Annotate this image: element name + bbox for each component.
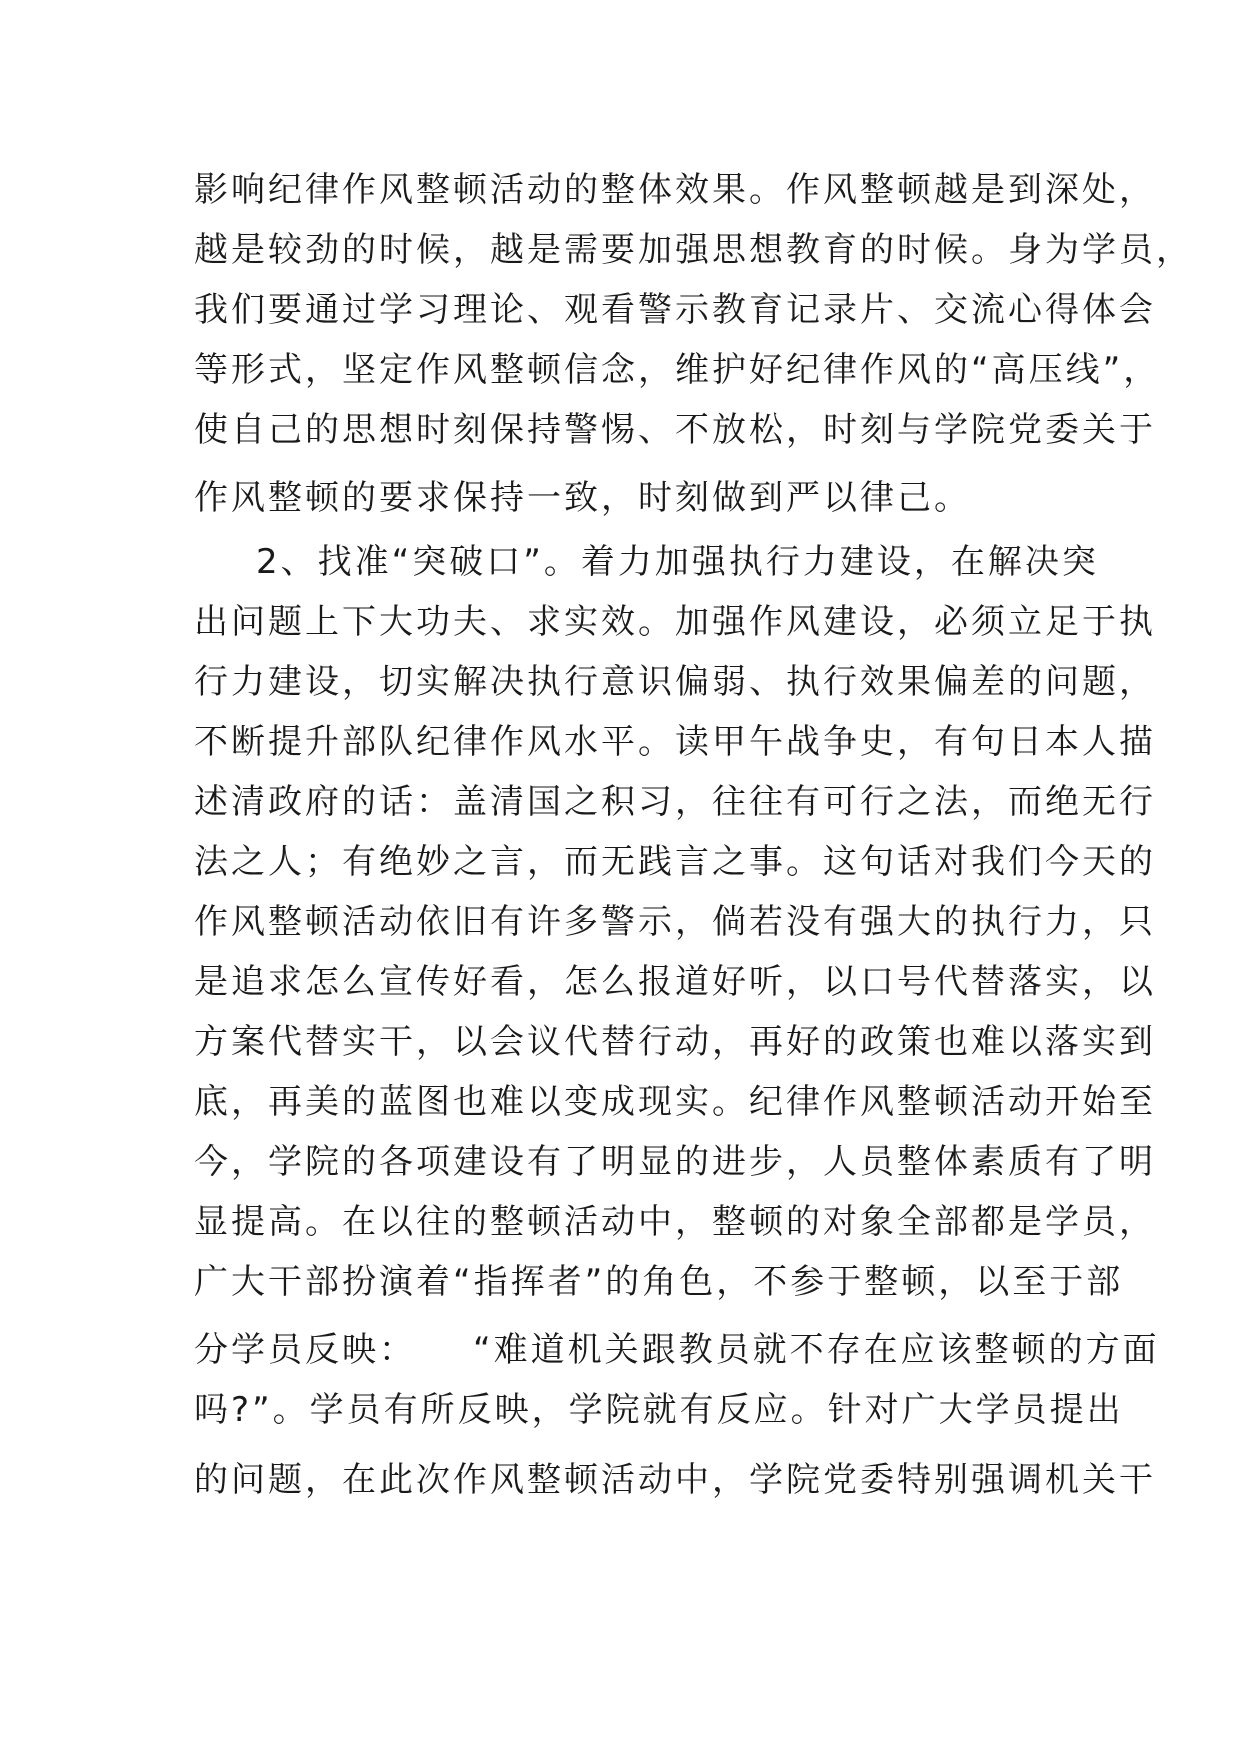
text-line-14: 是追求怎么宣传好看，怎么报道好听，以口号代替落实，以 (194, 962, 1156, 1002)
text-line-21: 吗?”。学员有所反映，学院就有反应。针对广大学员提出 (194, 1390, 1124, 1430)
text-line-12: 法之人；有绝妙之言，而无践言之事。这句话对我们今天的 (194, 842, 1156, 882)
text-line-8: 出问题上下大功夫、求实效。加强作风建设，必须立足于执 (194, 602, 1156, 642)
text-line-17: 今，学院的各项建设有了明显的进步，人员整体素质有了明 (194, 1142, 1156, 1182)
text-line-2: 越是较劲的时候，越是需要加强思想教育的时候。身为学员， (194, 230, 1193, 270)
text-line-6: 作风整顿的要求保持一致，时刻做到严以律己。 (194, 478, 971, 518)
text-line-4: 等形式，坚定作风整顿信念，维护好纪律作风的“高压线”， (194, 350, 1161, 390)
text-line-9: 行力建设，切实解决执行意识偏弱、执行效果偏差的问题， (194, 662, 1156, 702)
text-line-13: 作风整顿活动依旧有许多警示，倘若没有强大的执行力，只 (194, 902, 1156, 942)
text-line-1: 影响纪律作风整顿活动的整体效果。作风整顿越是到深处， (194, 170, 1156, 210)
text-line-3: 我们要通过学习理论、观看警示教育记录片、交流心得体会 (194, 290, 1156, 330)
text-line-15: 方案代替实干，以会议代替行动，再好的政策也难以落实到 (194, 1022, 1156, 1062)
text-line-11: 述清政府的话：盖清国之积习，往往有可行之法，而绝无行 (194, 782, 1156, 822)
text-line-22: 的问题，在此次作风整顿活动中，学院党委特别强调机关干 (194, 1460, 1156, 1500)
text-line-18: 显提高。在以往的整顿活动中，整顿的对象全部都是学员， (194, 1202, 1156, 1242)
text-line-20: 分学员反映： “难道机关跟教员就不存在应该整顿的方面 (194, 1330, 1160, 1370)
text-line-10: 不断提升部队纪律作风水平。读甲午战争史，有句日本人描 (194, 722, 1156, 762)
text-line-16: 底，再美的蓝图也难以变成现实。纪律作风整顿活动开始至 (194, 1082, 1156, 1122)
paragraph-2-first-line: 2、找准“突破口”。着力加强执行力建设，在解决突 (256, 542, 1099, 582)
text-line-5: 使自己的思想时刻保持警惕、不放松，时刻与学院党委关于 (194, 410, 1156, 450)
text-line-19: 广大干部扮演着“指挥者”的角色，不参于整顿，以至于部 (194, 1262, 1124, 1302)
